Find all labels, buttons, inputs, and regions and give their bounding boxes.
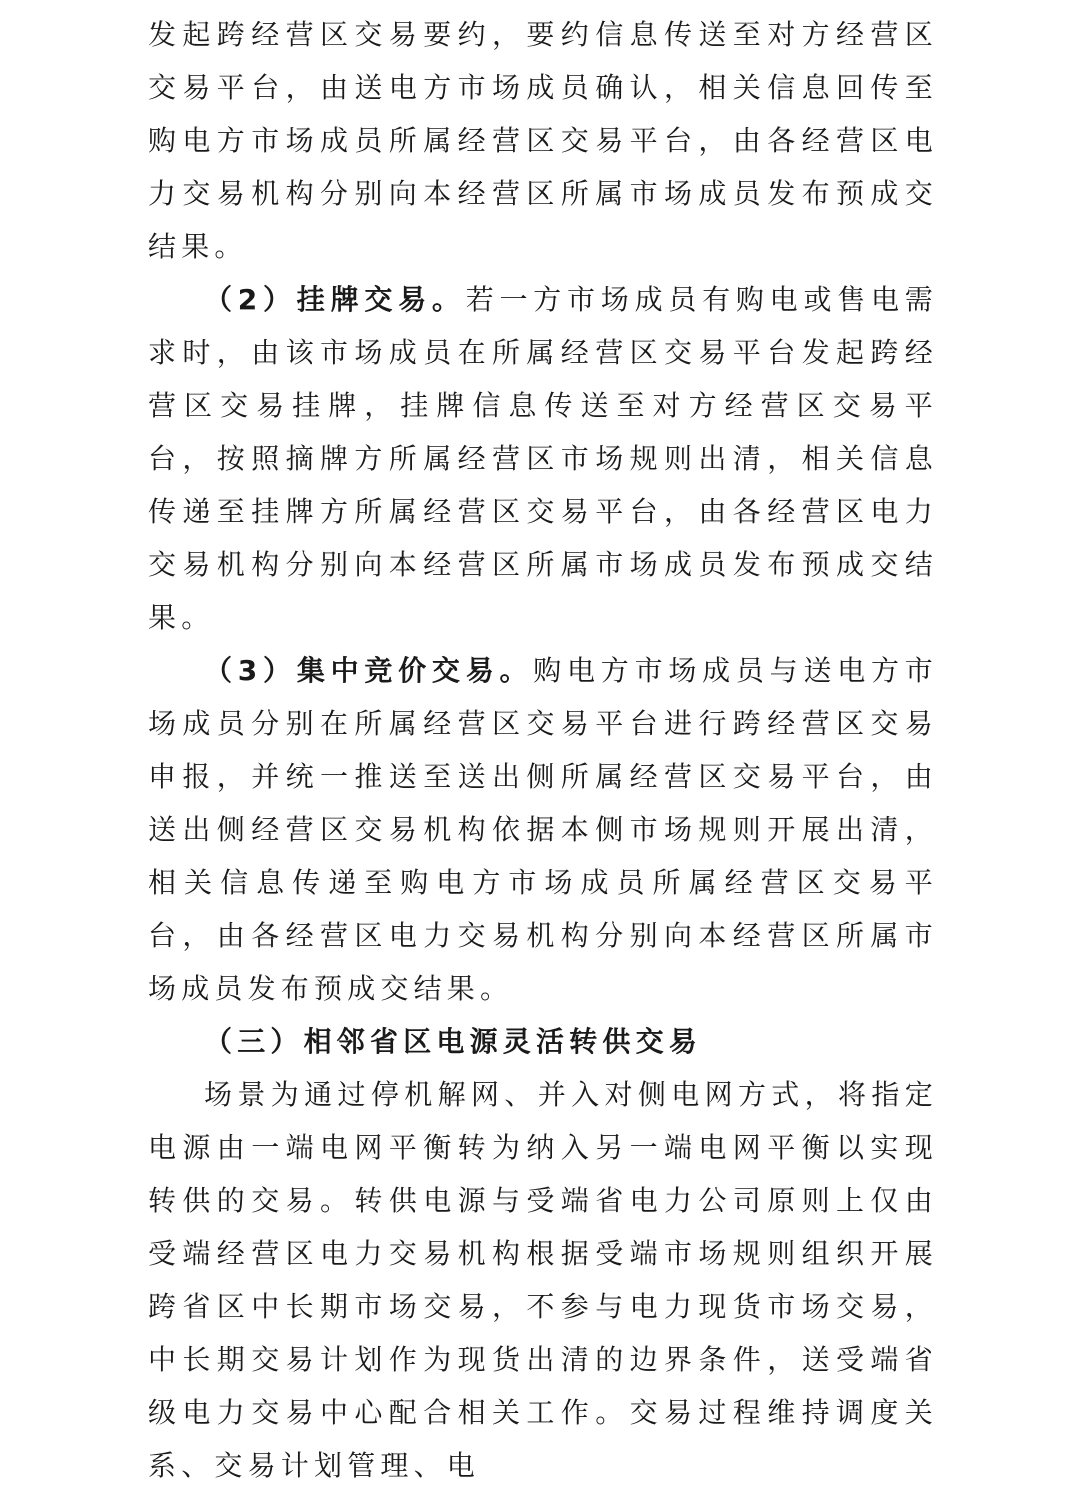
- paragraph-text: 发起跨经营区交易要约，要约信息传送至对方经营区交易平台，由送电方市场成员确认，相关信息回传至购电方市场成员所属经营区交易平台，由各经营区电力交易机构分别向本经营区所属市场成员发布预成交结果。: [148, 18, 938, 263]
- paragraph-centralized-bidding: [148, 644, 938, 1015]
- paragraph-text: 购电方市场成员与送电方市场成员分别在所属经营区交易平台进行跨经营区交易申报，并统一推送至送出侧所属经营区交易平台，由送出侧经营区交易机构依据本侧市场规则开展出清，相关信息传递至购电方市场成员所属经营区交易平台，由各经营区电力交易机构分别向本经营区所属市场成员发布预成交结果。: [148, 654, 938, 1005]
- section-heading: [148, 1015, 938, 1068]
- paragraph-flexible-transfer: [148, 1068, 938, 1492]
- document-page: [148, 8, 938, 1492]
- paragraph-lead-listing-trade: （2）挂牌交易。: [204, 283, 466, 316]
- paragraph-continuation: [148, 8, 938, 273]
- paragraph-listing-trade: [148, 273, 938, 644]
- section-heading-text: （三）相邻省区电源灵活转供交易: [204, 1025, 703, 1058]
- paragraph-text: 若一方市场成员有购电或售电需求时，由该市场成员在所属经营区交易平台发起跨经营区交易挂牌，挂牌信息传送至对方经营区交易平台，按照摘牌方所属经营区市场规则出清，相关信息传递至挂牌方所属经营区交易平台，由各经营区电力交易机构分别向本经营区所属市场成员发布预成交结果。: [148, 283, 938, 634]
- paragraph-lead-centralized-bidding: （3）集中竞价交易。: [204, 654, 534, 687]
- paragraph-text: 场景为通过停机解网、并入对侧电网方式，将指定电源由一端电网平衡转为纳入另一端电网平衡以实现转供的交易。转供电源与受端省电力公司原则上仅由受端经营区电力交易机构根据受端市场规则组织开展跨省区中长期市场交易，不参与电力现货市场交易，中长期交易计划作为现货出清的边界条件，送受端省级电力交易中心配合相关工作。交易过程维持调度关系、交易计划管理、电: [148, 1078, 938, 1482]
